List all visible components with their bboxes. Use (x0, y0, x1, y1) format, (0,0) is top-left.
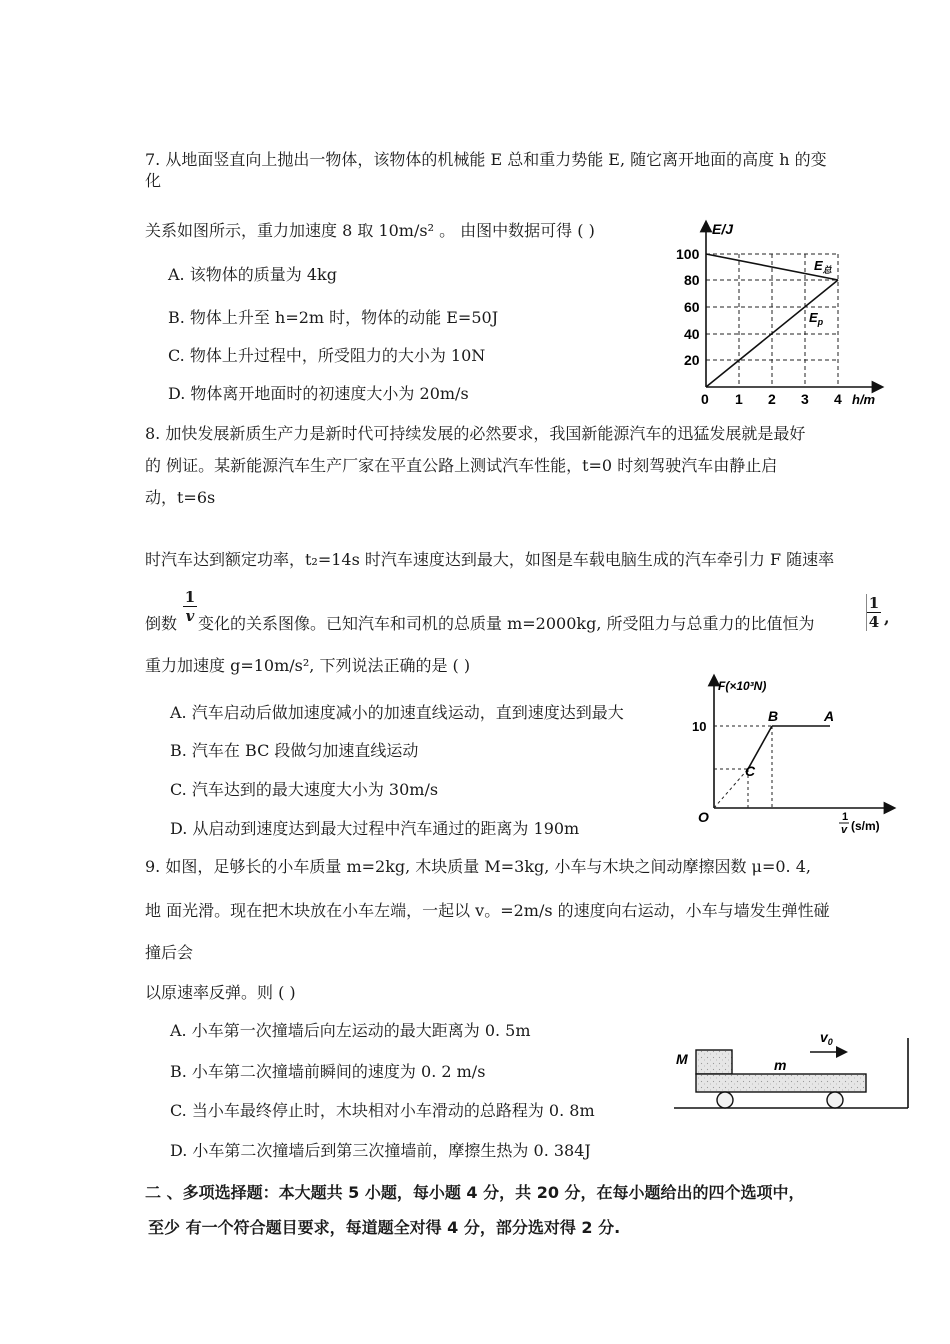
q7-ytick-60: 60 (684, 299, 700, 315)
q7-ytick-100: 100 (676, 246, 700, 262)
q9-wood-block (696, 1050, 732, 1074)
q7-xtick-0: 0 (701, 391, 709, 407)
q8-line5-start: 倒数 (145, 614, 178, 633)
q7-xtick-3: 3 (801, 391, 809, 407)
q8-fraction-one-quarter-numerator: 1 (868, 594, 880, 612)
q8-y-axis-label: F(×10³N) (718, 679, 767, 693)
q9-option-c: C. 当小车最终停止时，木块相对小车滑动的总路程为 0. 8m (170, 1101, 595, 1120)
q8-point-a-label: A (824, 708, 835, 724)
q9-label-block: M (676, 1051, 688, 1067)
q9-line3: 撞后会 (145, 943, 194, 962)
section2-line2: 至少 有一个符合题目要求，每道题全对得 4 分，部分选对得 2 分. (148, 1218, 621, 1237)
q8-origin-label: O (698, 809, 709, 825)
q7-xtick-4: 4 (834, 391, 842, 407)
q8-line4: 时汽车达到额定功率，t₂=14s 时汽车速度达到最大，如图是车载电脑生成的汽车牵引力 F 随速率 (145, 550, 835, 569)
q7-xtick-1: 1 (735, 391, 743, 407)
q8-fraction-inverse-v-denominator: v (185, 607, 195, 625)
q7-ytick-80: 80 (684, 272, 700, 288)
q7-xtick-2: 2 (768, 391, 776, 407)
section2-line1: 二 、多项选择题：本大题共 5 小题，每小题 4 分，共 20 分，在每小题给出的四个选项中， (145, 1183, 805, 1202)
q7-potential-energy-label: $E_p$ (809, 310, 824, 327)
q8-fraction-one-quarter (866, 594, 881, 631)
q8-xlabel-numerator: 1 (842, 811, 849, 823)
q9-option-d: D. 小车第二次撞墙后到第三次撞墙前，摩擦生热为 0. 384J (170, 1141, 591, 1160)
q7-energy-height-graph (670, 212, 920, 412)
q7-total-energy-label: $E_总$ (814, 258, 832, 275)
q7-stem-line1b: 化 (145, 171, 162, 190)
q8-option-c: C. 汽车达到的最大速度大小为 30m/s (170, 780, 439, 799)
q9-cart-wheel-right (827, 1092, 843, 1108)
q7-ytick-40: 40 (684, 326, 700, 342)
q8-dashed-origin-line (714, 769, 748, 808)
q8-line6: 重力加速度 g=10m/s², 下列说法正确的是 ( ) (145, 656, 471, 675)
q8-line3: 动，t=6s (145, 488, 216, 507)
q7-option-b: B. 物体上升至 h=2m 时，物体的动能 E=50J (168, 308, 499, 327)
q8-force-inverse-velocity-graph (690, 672, 900, 842)
q7-option-a: A. 该物体的质量为 4kg (168, 265, 337, 284)
q7-ytick-20: 20 (684, 352, 700, 368)
q9-line1: 9. 如图，足够长的小车质量 m=2kg, 木块质量 M=3kg, 小车与木块之间动摩擦因数 μ=0. 4, (145, 857, 811, 876)
q9-cart-body (696, 1074, 866, 1092)
q9-label-cart: m (774, 1057, 787, 1073)
q8-option-d: D. 从启动到速度达到最大过程中汽车通过的距离为 190m (170, 819, 580, 838)
q8-fraction-inverse-v (183, 588, 197, 625)
q8-xlabel-denominator: v (841, 824, 848, 836)
q8-option-b: B. 汽车在 BC 段做匀加速直线运动 (170, 741, 419, 760)
q8-fraction-one-quarter-denominator: 4 (868, 613, 880, 631)
q8-line1: 8. 加快发展新质生产力是新时代可持续发展的必然要求，我国新能源汽车的迅猛发展就是最好 (145, 424, 806, 443)
q8-xlabel-unit: (s/m) (851, 819, 880, 833)
q7-option-d: D. 物体离开地面时的初速度大小为 20m/s (168, 384, 469, 403)
q8-line5-end: , (884, 608, 890, 627)
q7-stem-line2: 关系如图所示，重力加速度 8 取 10m/s² 。 由图中数据可得 ( ) (145, 221, 595, 240)
q7-stem-line1: 7. 从地面竖直向上抛出一物体，该物体的机械能 E 总和重力势能 E, 随它离开地面的高度 h 的变 (145, 150, 827, 169)
q9-line2: 地 面光滑。现在把木块放在小车左端，一起以 v。=2m/s 的速度向右运动，小车与墙发生弹性碰 (145, 901, 830, 920)
q9-option-b: B. 小车第二次撞墙前瞬间的速度为 0. 2 m/s (170, 1062, 486, 1081)
q8-fraction-inverse-v-numerator: 1 (184, 588, 196, 606)
q8-option-a: A. 汽车启动后做加速度减小的加速直线运动，直到速度达到最大 (170, 703, 624, 722)
q9-line4: 以原速率反弹。则 ( ) (145, 983, 296, 1002)
q8-line2: 的 例证。某新能源汽车生产厂家在平直公路上测试汽车性能，t=0 时刻驾驶汽车由静止启 (145, 456, 778, 475)
q9-cart-block-wall-figure (670, 1020, 920, 1120)
q8-point-c-label: C (745, 763, 756, 779)
q7-y-axis-label: E/J (712, 221, 734, 237)
q9-label-velocity: $v_0$ (820, 1029, 833, 1047)
q9-option-a: A. 小车第一次撞墙后向左运动的最大距离为 0. 5m (170, 1021, 531, 1040)
q7-option-c: C. 物体上升过程中，所受阻力的大小为 10N (168, 346, 486, 365)
q7-x-axis-label: h/m (852, 392, 876, 407)
q8-point-b-label: B (768, 708, 779, 724)
q9-cart-wheel-left (717, 1092, 733, 1108)
q8-ytick-10: 10 (692, 719, 707, 734)
q8-line5-middle: 变化的关系图像。已知汽车和司机的总质量 m=2000kg, 所受阻力与总重力的比值恒为 (198, 614, 815, 633)
